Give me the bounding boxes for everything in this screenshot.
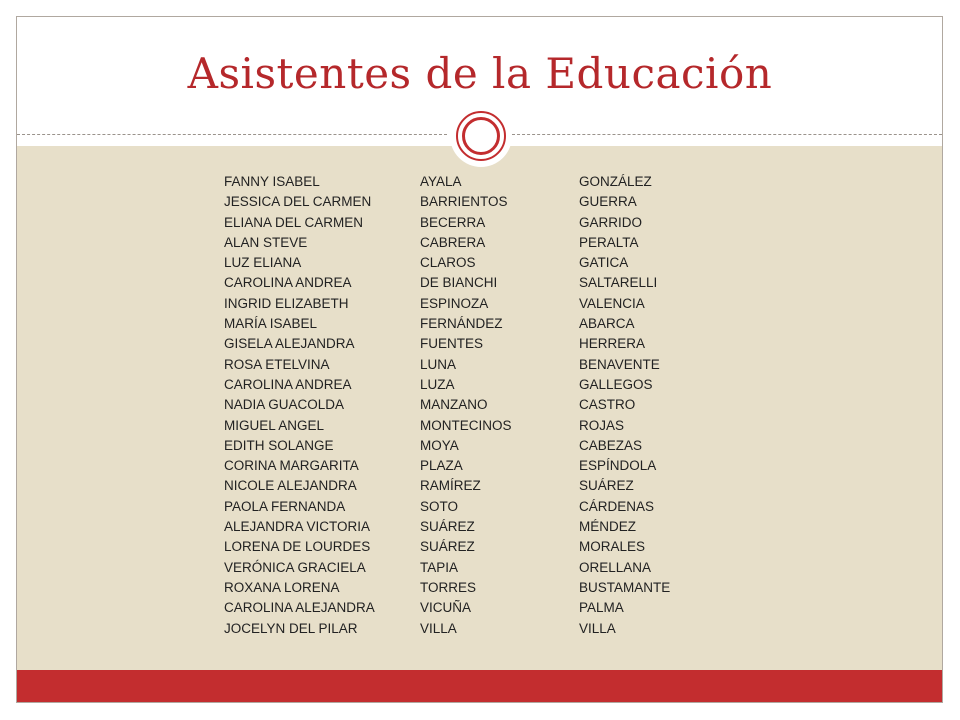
list-item <box>224 233 719 253</box>
second-surname: PERALTA <box>579 234 639 250</box>
second-surname: MÉNDEZ <box>579 519 636 535</box>
first-surname: RAMÍREZ <box>420 478 481 494</box>
first-name: INGRID ELIZABETH <box>224 295 349 311</box>
second-surname: SALTARELLI <box>579 275 658 291</box>
list-item <box>224 619 719 639</box>
first-surname: MOYA <box>420 437 459 453</box>
list-item <box>224 395 719 415</box>
first-surname: CABRERA <box>420 234 486 250</box>
first-surname: TAPIA <box>420 559 459 575</box>
first-name: NICOLE ALEJANDRA <box>224 478 357 494</box>
first-surname: CLAROS <box>420 255 476 271</box>
second-surname: ABARCA <box>579 316 635 332</box>
first-surname: MONTECINOS <box>420 417 512 433</box>
list-item <box>224 578 719 598</box>
first-name: CAROLINA ANDREA <box>224 376 352 392</box>
list-item <box>224 355 719 375</box>
first-surname: VICUÑA <box>420 600 472 616</box>
list-item <box>224 273 719 293</box>
first-surname: LUNA <box>420 356 457 372</box>
slide-title: Asistentes de la Educación <box>187 49 773 98</box>
first-surname: FERNÁNDEZ <box>420 316 503 332</box>
second-surname: BENAVENTE <box>579 356 660 372</box>
second-surname: GATICA <box>579 255 629 271</box>
list-item <box>224 213 719 233</box>
second-surname: PALMA <box>579 600 624 616</box>
first-surname: ESPINOZA <box>420 295 489 311</box>
names-list <box>224 172 719 639</box>
first-name: LUZ ELIANA <box>224 255 302 271</box>
second-surname: BUSTAMANTE <box>579 579 671 595</box>
divider-left <box>17 134 447 135</box>
first-surname: DE BIANCHI <box>420 275 498 291</box>
first-name: EDITH SOLANGE <box>224 437 334 453</box>
second-surname: CASTRO <box>579 397 636 413</box>
first-surname: LUZA <box>420 376 455 392</box>
second-surname: VALENCIA <box>579 295 645 311</box>
second-surname: HERRERA <box>579 336 646 352</box>
first-name: LORENA DE LOURDES <box>224 539 371 555</box>
first-name: FANNY ISABEL <box>224 174 320 189</box>
first-name: ROXANA LORENA <box>224 579 340 595</box>
list-item <box>224 598 719 618</box>
first-surname: AYALA <box>420 174 462 189</box>
first-surname: BARRIENTOS <box>420 194 508 210</box>
list-item <box>224 192 719 212</box>
first-name: NADIA GUACOLDA <box>224 397 345 413</box>
first-surname: SUÁREZ <box>420 519 475 535</box>
second-surname: GALLEGOS <box>579 376 653 392</box>
second-surname: GONZÁLEZ <box>579 174 652 189</box>
first-name: ALEJANDRA VICTORIA <box>224 519 371 535</box>
first-name: MARÍA ISABEL <box>224 316 318 332</box>
footer-band <box>17 670 942 702</box>
first-name: ELIANA DEL CARMEN <box>224 214 364 230</box>
first-name: CAROLINA ANDREA <box>224 275 352 291</box>
first-name: PAOLA FERNANDA <box>224 498 346 514</box>
first-name: JESSICA DEL CARMEN <box>224 194 372 210</box>
first-surname: SUÁREZ <box>420 539 475 555</box>
first-name: ALAN STEVE <box>224 234 308 250</box>
first-name: VERÓNICA GRACIELA <box>224 559 366 575</box>
list-item <box>224 375 719 395</box>
first-name: JOCELYN DEL PILAR <box>224 620 358 636</box>
first-name: MIGUEL ANGEL <box>224 417 325 433</box>
circle-ornament-icon <box>450 105 512 167</box>
first-name: GISELA ALEJANDRA <box>224 336 355 352</box>
second-surname: CABEZAS <box>579 437 643 453</box>
first-name: ROSA ETELVINA <box>224 356 330 372</box>
second-surname: ORELLANA <box>579 559 652 575</box>
list-item <box>224 416 719 436</box>
first-surname: FUENTES <box>420 336 484 352</box>
list-item <box>224 497 719 517</box>
list-item <box>224 314 719 334</box>
first-surname: VILLA <box>420 620 457 636</box>
first-name: CORINA MARGARITA <box>224 458 359 474</box>
second-surname: CÁRDENAS <box>579 498 655 514</box>
first-surname: SOTO <box>420 498 459 514</box>
first-name: CAROLINA ALEJANDRA <box>224 600 375 616</box>
second-surname: GUERRA <box>579 194 637 210</box>
list-item <box>224 294 719 314</box>
first-surname: TORRES <box>420 579 477 595</box>
second-surname: GARRIDO <box>579 214 643 230</box>
divider-right <box>512 134 942 135</box>
second-surname: ROJAS <box>579 417 625 433</box>
list-item <box>224 476 719 496</box>
first-surname: BECERRA <box>420 214 486 230</box>
list-item <box>224 517 719 537</box>
second-surname: SUÁREZ <box>579 478 634 494</box>
list-item <box>224 558 719 578</box>
second-surname: MORALES <box>579 539 646 555</box>
list-item <box>224 436 719 456</box>
second-surname: ESPÍNDOLA <box>579 458 657 474</box>
list-item <box>224 537 719 557</box>
second-surname: VILLA <box>579 620 616 636</box>
first-surname: PLAZA <box>420 458 463 474</box>
first-surname: MANZANO <box>420 397 488 413</box>
list-item <box>224 456 719 476</box>
list-item <box>224 334 719 354</box>
list-item <box>224 172 719 192</box>
list-item <box>224 253 719 273</box>
